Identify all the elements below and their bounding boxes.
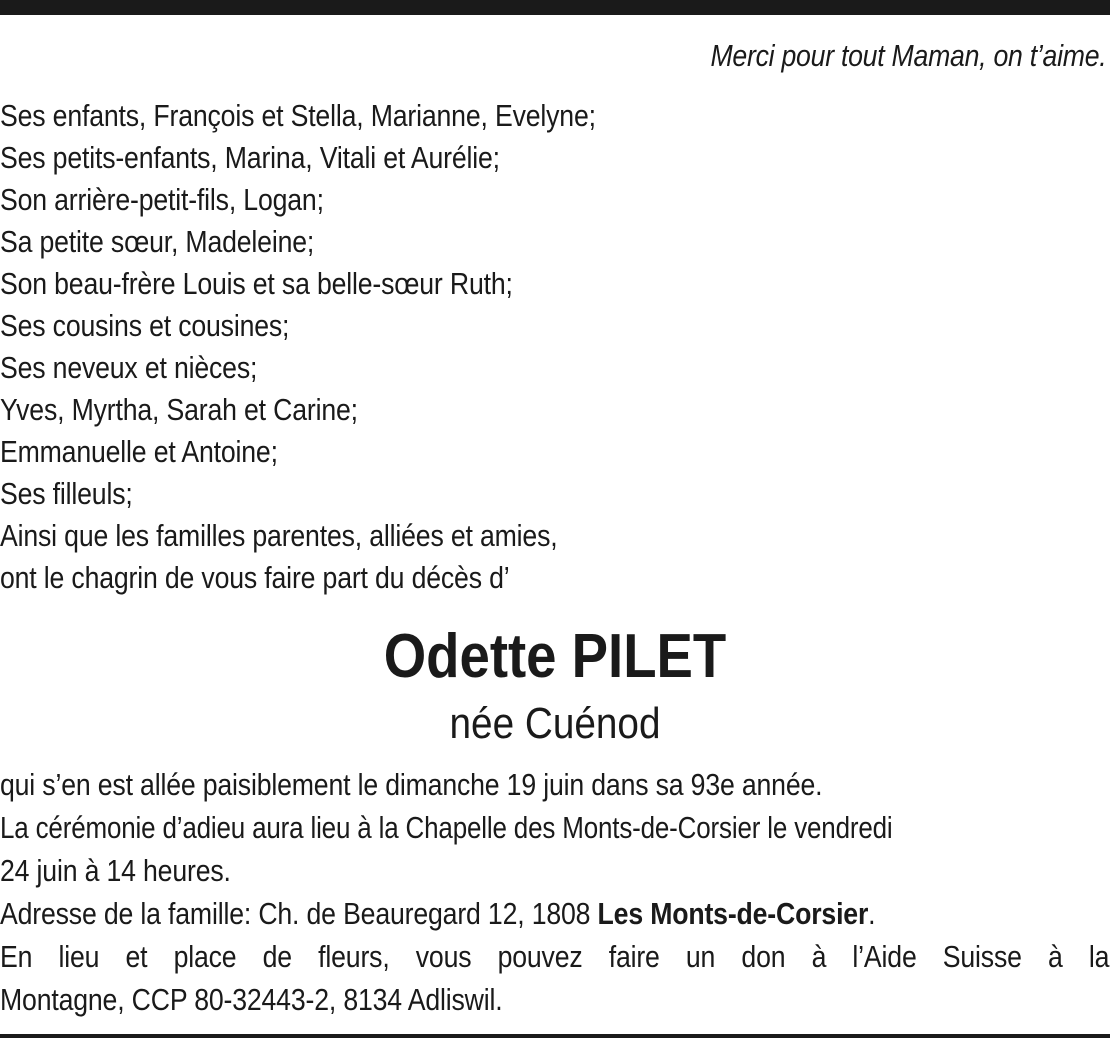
family-line: Sa petite sœur, Madeleine;	[0, 224, 315, 259]
ceremony-text-line2: 24 juin à 14 heures.	[0, 853, 231, 888]
donation-word: de	[262, 939, 292, 974]
family-line: Son beau-frère Louis et sa belle-sœur Ruth;	[0, 266, 513, 301]
family-line: Yves, Myrtha, Sarah et Carine;	[0, 392, 358, 427]
donation-word: à	[1047, 939, 1063, 974]
donation-word: don	[741, 939, 786, 974]
family-line: Ses neveux et nièces;	[0, 350, 258, 385]
family-list	[0, 95, 693, 599]
family-line: Ses cousins et cousines;	[0, 308, 290, 343]
family-line: Son arrière-petit-fils, Logan;	[0, 182, 324, 217]
donation-word: à	[811, 939, 827, 974]
maiden-name: née Cuénod	[449, 699, 661, 748]
donation-word: la	[1088, 939, 1110, 974]
epigraph: Merci pour tout Maman, on t’aime.	[709, 38, 1106, 73]
donation-word: un	[685, 939, 716, 974]
address-suffix: .	[868, 896, 876, 931]
donation-word: lieu	[58, 939, 100, 974]
donation-word: l’Aide	[852, 939, 917, 974]
address-prefix: Adresse de la famille: Ch. de Beauregard 12, 1808	[0, 896, 598, 931]
donation-word: vous	[415, 939, 472, 974]
family-line: Ainsi que les familles parentes, alliées et amies,	[0, 518, 558, 553]
top-rule	[0, 0, 1110, 15]
passing-text: qui s’en est allée paisiblement le dimanche 19 juin dans sa 93e année.	[0, 767, 823, 802]
family-line: Ses petits-enfants, Marina, Vitali et Aurélie;	[0, 140, 500, 175]
donation-word: Suisse	[942, 939, 1022, 974]
family-line: ont le chagrin de vous faire part du décès d’	[0, 560, 510, 595]
family-line: Ses enfants, François et Stella, Marianne, Evelyne;	[0, 98, 596, 133]
deceased-name: Odette PILET	[383, 622, 727, 691]
donation-text-line2: Montagne, CCP 80-32443-2, 8134 Adliswil.	[0, 982, 503, 1017]
address-town: Les Monts-de-Corsier	[597, 896, 869, 931]
family-line: Ses filleuls;	[0, 476, 133, 511]
donation-word: pouvez	[497, 939, 583, 974]
family-line: Emmanuelle et Antoine;	[0, 434, 278, 469]
details-block	[0, 763, 1110, 1021]
address-text	[0, 892, 955, 935]
donation-word: En	[0, 939, 33, 974]
donation-word: faire	[608, 939, 660, 974]
bottom-rule	[0, 1034, 1110, 1038]
donation-word: place	[173, 939, 237, 974]
donation-text-line1	[0, 935, 1109, 978]
ceremony-text-line1: La cérémonie d’adieu aura lieu à la Chapelle des Monts-de-Corsier le vendredi	[0, 810, 893, 845]
donation-word: fleurs,	[318, 939, 390, 974]
donation-word: et	[125, 939, 148, 974]
